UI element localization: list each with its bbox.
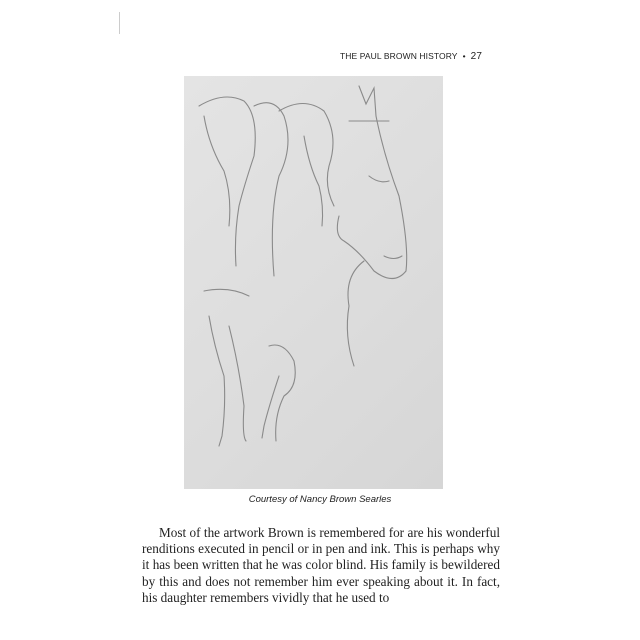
running-title: THE PAUL BROWN HISTORY (339, 51, 458, 61)
figure-caption: Courtesy of Nancy Brown Searles (248, 494, 392, 505)
running-header (340, 51, 482, 62)
margin-rule (119, 12, 120, 34)
page-number: 27 (470, 51, 482, 62)
body-text (142, 525, 500, 606)
body-paragraph: Most of the artwork Brown is remembered for are his wonderful renditions executed in pencil or in pen and ink. This is perhaps why it has been written that he was color blind. His family is bewildered by this and does not remember him ever speaking about it. In fact, his daughter remembers vividly that he used to (142, 525, 500, 605)
horse-sketch-illustration (184, 76, 443, 489)
bullet-separator: • (462, 51, 466, 61)
